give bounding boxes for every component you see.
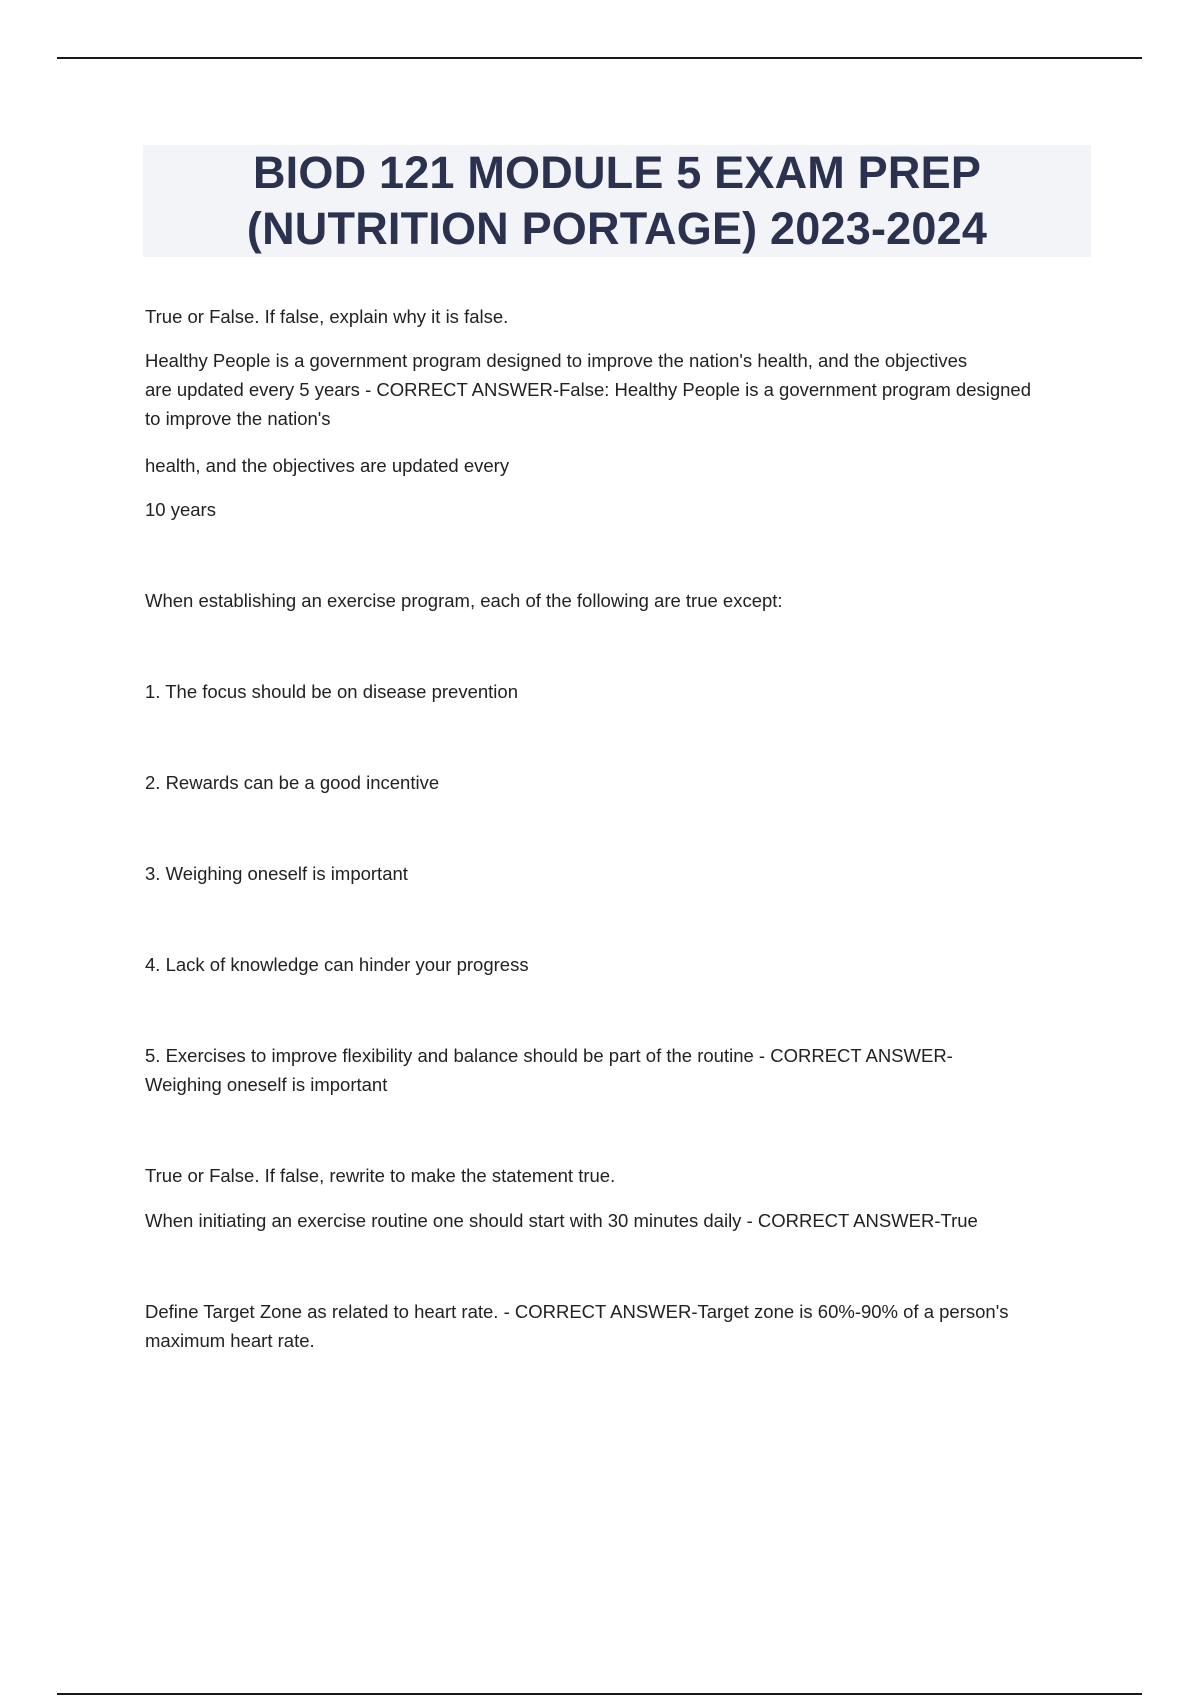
q1-body-line-3: to improve the nation's bbox=[145, 408, 331, 429]
q1-prompt: True or False. If false, explain why it is false. bbox=[145, 306, 509, 327]
q2-option-4: 4. Lack of knowledge can hinder your progress bbox=[145, 954, 529, 975]
q1-body-line-2: are updated every 5 years - CORRECT ANSWER-False: Healthy People is a government program designed bbox=[145, 379, 1032, 400]
q1-continuation-1: health, and the objectives are updated every bbox=[145, 455, 510, 476]
q2-option-5 bbox=[145, 1041, 1095, 1099]
q4-line-2: maximum heart rate. bbox=[145, 1330, 315, 1351]
top-rule bbox=[57, 57, 1142, 59]
q2-option-1: 1. The focus should be on disease prevention bbox=[145, 681, 518, 702]
title-banner bbox=[143, 145, 1091, 257]
q2-option-5-line-1: 5. Exercises to improve flexibility and balance should be part of the routine - CORRECT ANSWER- bbox=[145, 1045, 953, 1066]
title-line-1: BIOD 121 MODULE 5 EXAM PREP bbox=[252, 147, 982, 198]
q2-prompt: When establishing an exercise program, each of the following are true except: bbox=[145, 590, 783, 611]
q3-prompt: True or False. If false, rewrite to make the statement true. bbox=[145, 1165, 616, 1186]
q1-continuation-2: 10 years bbox=[145, 499, 216, 520]
title-line-2: (NUTRITION PORTAGE) 2023-2024 bbox=[246, 203, 988, 254]
q2-option-2: 2. Rewards can be a good incentive bbox=[145, 772, 440, 793]
q4-body bbox=[145, 1297, 1095, 1355]
q2-option-3: 3. Weighing oneself is important bbox=[145, 863, 408, 884]
q4-line-1: Define Target Zone as related to heart rate. - CORRECT ANSWER-Target zone is 60%-90% of a person's bbox=[145, 1301, 1009, 1322]
q1-body bbox=[145, 346, 1095, 433]
q2-option-5-line-2: Weighing oneself is important bbox=[145, 1074, 388, 1095]
q3-body: When initiating an exercise routine one should start with 30 minutes daily - CORRECT ANSWER-True bbox=[145, 1210, 978, 1231]
bottom-rule bbox=[57, 1693, 1142, 1695]
q1-body-line-1: Healthy People is a government program designed to improve the nation's health, and the objectives bbox=[145, 350, 968, 371]
